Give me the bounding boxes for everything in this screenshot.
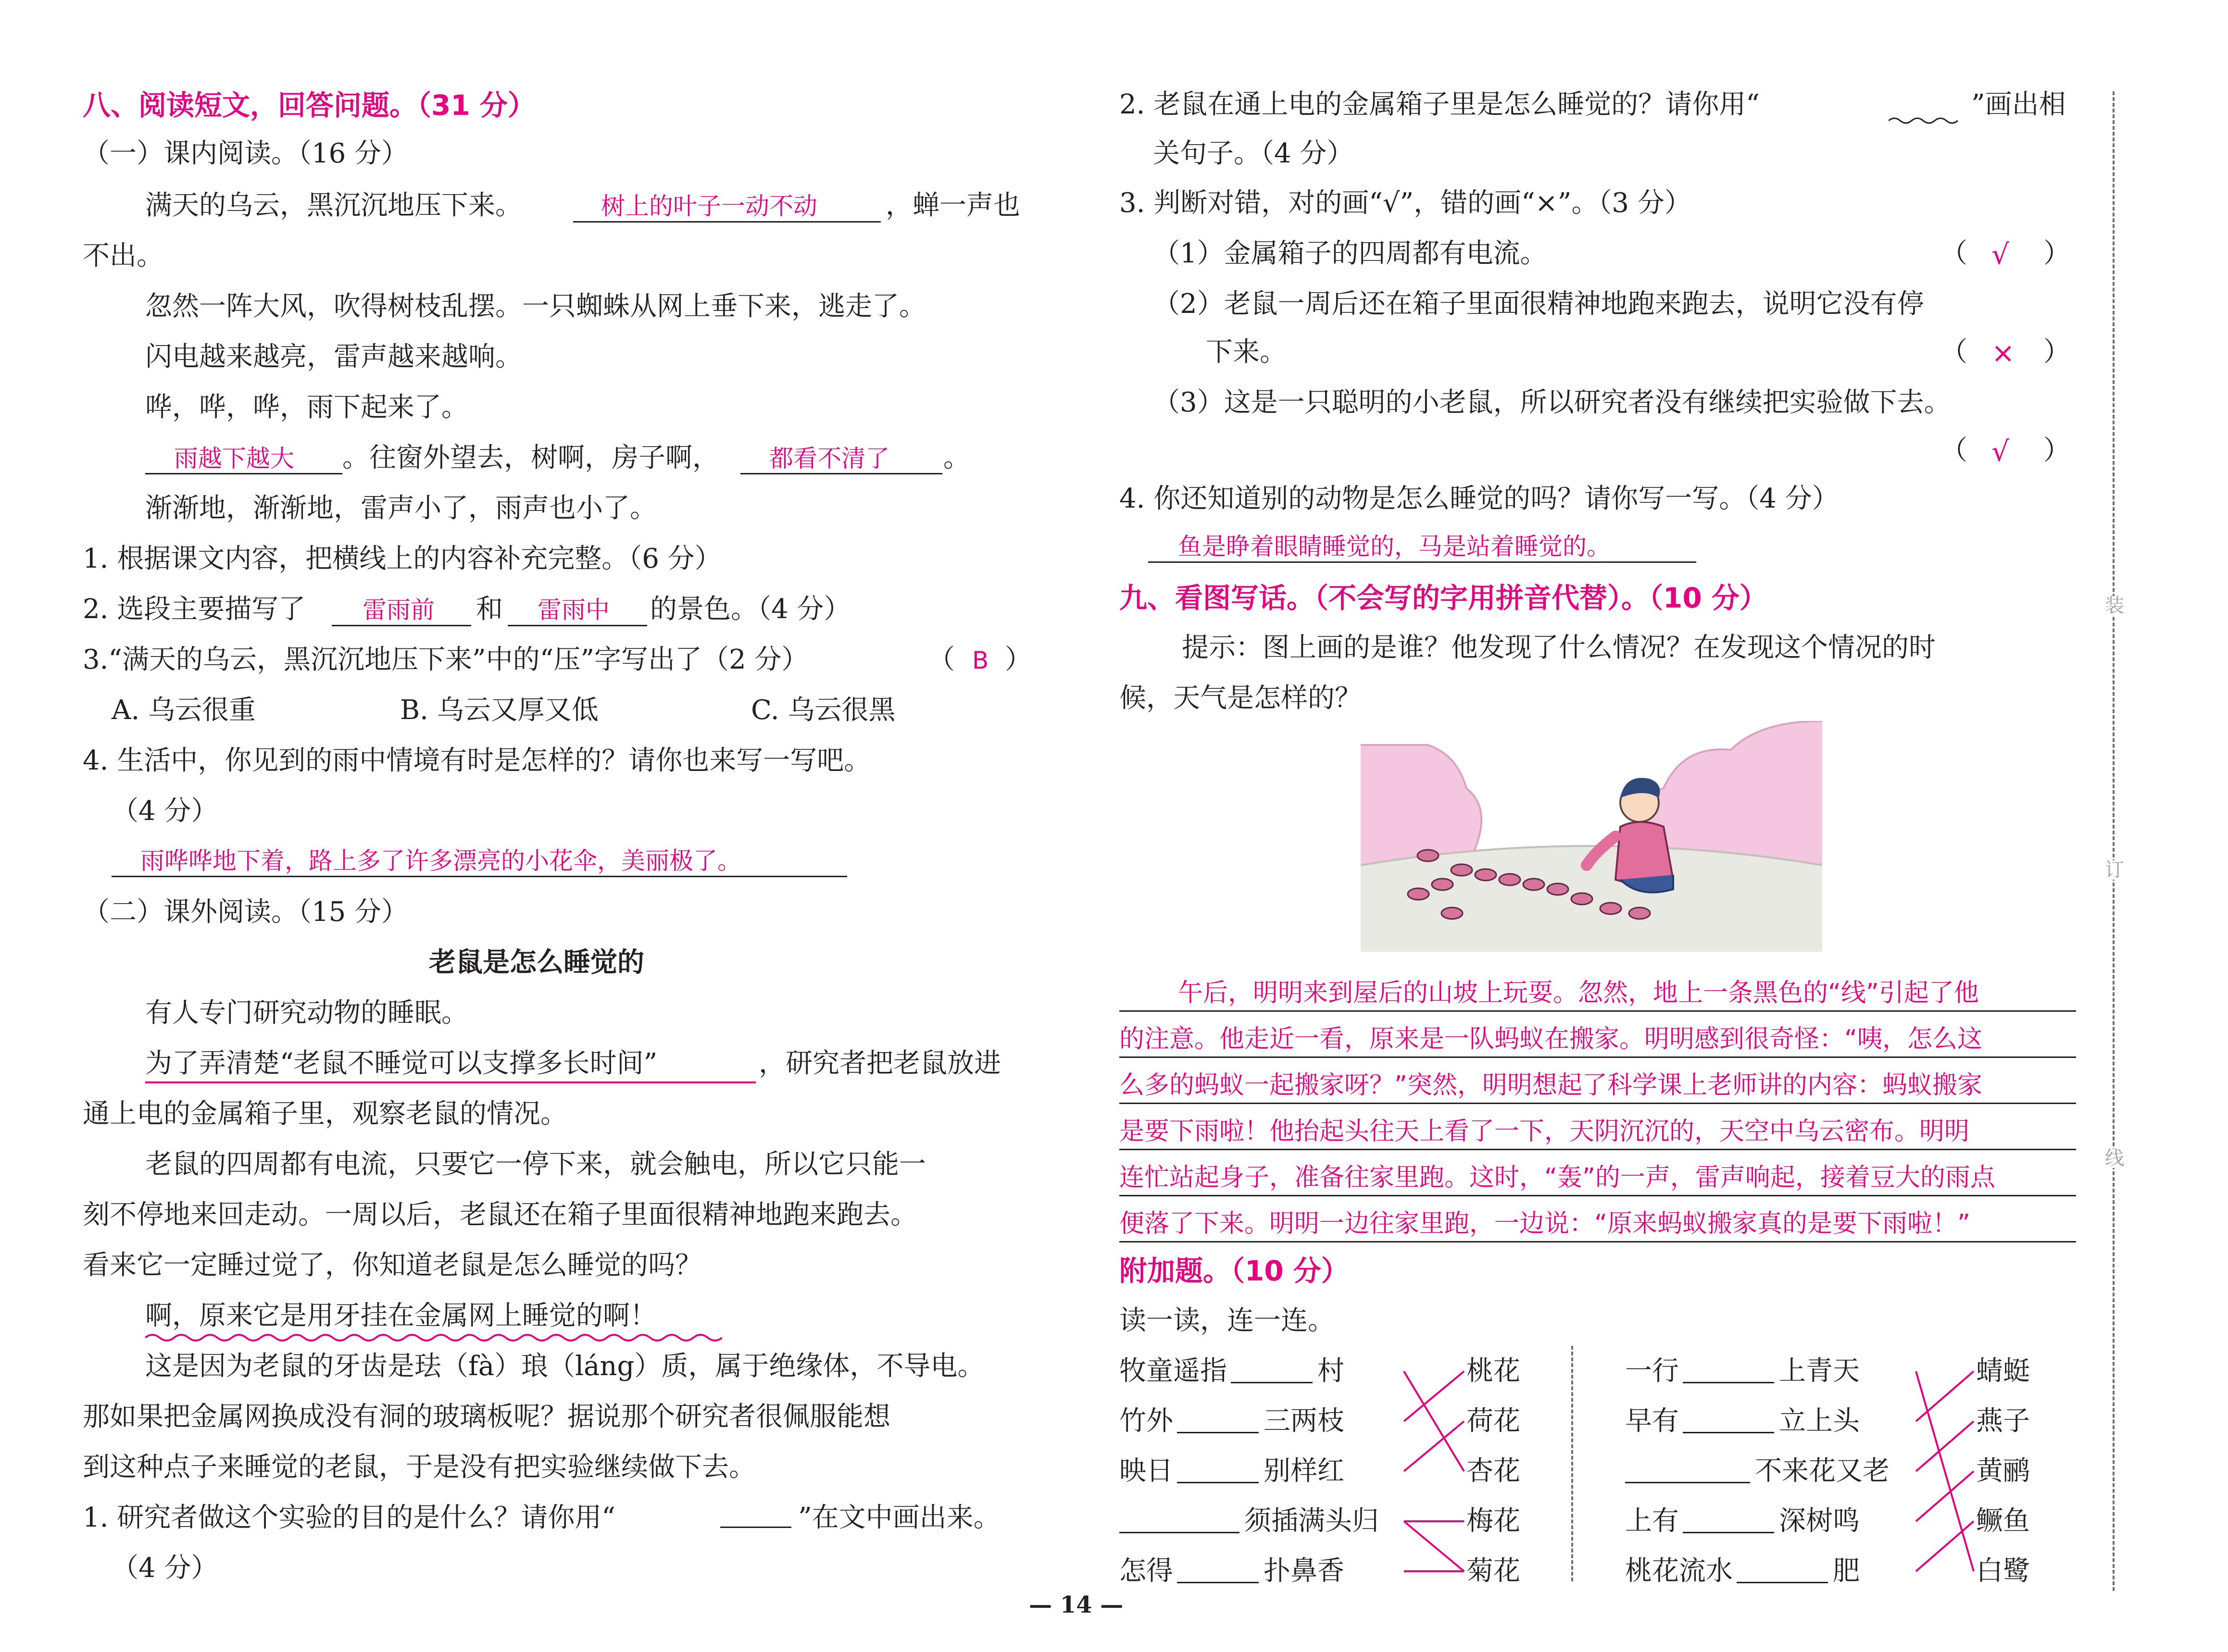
paren-close: ） xyxy=(2043,238,2070,269)
question-1: 1. 根据课文内容，把横线上的内容补充完整。（6 分） xyxy=(83,543,722,574)
story-question-1a: 1. 研究者做这个实验的目的是什么？请你用“ xyxy=(83,1502,615,1533)
paren-open: （ xyxy=(928,644,955,675)
match-left-end: 不来花又老 xyxy=(1755,1455,1890,1487)
match-left-end: 别样红 xyxy=(1264,1455,1344,1487)
match-right-option: 荷花 xyxy=(1466,1405,1520,1437)
question-4: 4. 生活中，你见到的雨中情境有时是怎样的？请你也来写一写吧。 xyxy=(83,745,871,776)
story-line3: 通上电的金属箱子里，观察老鼠的情况。 xyxy=(83,1098,567,1130)
match-left-start: 竹外 xyxy=(1119,1405,1173,1437)
passage1-line5b: 。 xyxy=(943,442,970,473)
match-right-option: 菊花 xyxy=(1466,1555,1520,1587)
story-question-2b: ”画出相 xyxy=(1971,89,2066,120)
hint-line1: 提示：图上画的是谁？他发现了什么情况？在发现这个情况的时 xyxy=(1182,632,1936,663)
match-left-end: 上青天 xyxy=(1779,1355,1860,1387)
story-line7: 啊，原来它是用牙挂在金属网上睡觉的啊！ xyxy=(145,1300,657,1331)
question-3: 3.“满天的乌云，黑沉沉地压下来”中的“压”字写出了（2 分） xyxy=(83,644,809,675)
essay-line: 连忙站起身子，准备往家里跑。这时，“轰”的一声，雷声响起，接着豆大的雨点 xyxy=(1119,1163,1995,1192)
story-line8: 这是因为老鼠的牙齿是珐（fà）琅（láng）质，属于绝缘体，不导电。 xyxy=(145,1351,985,1382)
section-8-title: 八、阅读短文，回答问题。（31 分） xyxy=(83,89,536,122)
match-line xyxy=(1916,1421,1974,1471)
match-line xyxy=(1916,1471,1974,1521)
match-left-end: 深树鸣 xyxy=(1779,1505,1860,1537)
story-question-4: 4. 你还知道别的动物是怎么睡觉的吗？请你写一写。（4 分） xyxy=(1119,483,1839,514)
essay-line: 么多的蚂蚁一起搬家呀？”突然，明明想起了科学课上老师讲的内容：蚂蚁搬家 xyxy=(1119,1071,1982,1100)
answer-blank-2: 雨越下越大 xyxy=(174,445,294,472)
paren-close: ） xyxy=(1005,644,1032,675)
answer-q3: B xyxy=(972,646,989,674)
judgement-3: （3）这是一只聪明的小老鼠，所以研究者没有继续把实验做下去。 xyxy=(1153,387,1951,418)
part2-title: （二）课外阅读。（15 分） xyxy=(83,896,409,928)
match-right-option: 梅花 xyxy=(1466,1505,1520,1537)
story-question-1b: ”在文中画出来。 xyxy=(798,1502,1001,1533)
story-title: 老鼠是怎么睡觉的 xyxy=(429,947,644,978)
passage1-line5a: 。往窗外望去，树啊，房子啊， xyxy=(342,442,719,473)
match-left-end: 须插满头归 xyxy=(1244,1505,1379,1537)
answer-judgement-3: √ xyxy=(1991,435,2009,468)
match-left-end: 村 xyxy=(1317,1355,1344,1387)
binding-mark-3: 线 xyxy=(2105,1147,2124,1169)
judgement-2b: 下来。 xyxy=(1206,336,1287,368)
match-line xyxy=(1404,1371,1464,1421)
option-b: B. 乌云又厚又低 xyxy=(400,695,599,726)
judgement-2a: （2）老鼠一周后还在箱子里面很精神地跑来跑去，说明它没有停 xyxy=(1153,288,1924,320)
paren-close: ） xyxy=(2043,435,2070,466)
group-divider xyxy=(1571,1346,1573,1581)
story-line5: 刻不停地来回走动。一周以后，老鼠还在箱子里面很精神地跑来跑去。 xyxy=(83,1199,917,1230)
paren-open: （ xyxy=(1940,336,1967,368)
answer-sq4: 鱼是睁着眼睛睡觉的，马是站着睡觉的。 xyxy=(1178,533,1611,560)
binding-line xyxy=(2113,91,2115,1591)
hint-line2: 候，天气是怎样的？ xyxy=(1119,683,1362,714)
match-left-start: 一行 xyxy=(1625,1355,1679,1387)
match-right-option: 燕子 xyxy=(1976,1405,2030,1437)
match-left-end: 立上头 xyxy=(1779,1405,1860,1437)
question-4-score: （4 分） xyxy=(112,795,218,827)
match-line xyxy=(1404,1521,1464,1571)
match-left-end: 扑鼻香 xyxy=(1264,1555,1344,1587)
passage1-line2: 忽然一阵大风，吹得树枝乱摆。一只蜘蛛从网上垂下来，逃走了。 xyxy=(145,291,926,322)
match-left-end: 三两枝 xyxy=(1264,1405,1344,1437)
story-question-2a: 2. 老鼠在通上电的金属箱子里是怎么睡觉的？请你用“ xyxy=(1119,89,1760,120)
answer-q2-2: 雷雨中 xyxy=(538,596,610,624)
passage1-line4: 哗，哗，哗，雨下起来了。 xyxy=(145,392,468,423)
bonus-instruction: 读一读，连一连。 xyxy=(1119,1305,1335,1336)
match-line xyxy=(1404,1421,1464,1471)
match-line xyxy=(1916,1371,1974,1571)
story-line9: 那如果把金属网换成没有洞的玻璃板呢？据说那个研究者很佩服能想 xyxy=(83,1401,890,1432)
answer-judgement-2: × xyxy=(1991,336,2015,369)
match-right-option: 黄鹂 xyxy=(1976,1455,2030,1487)
essay-line: 便落了下来。明明一边往家里跑，一边说：“原来蚂蚁搬家真的是要下雨啦！” xyxy=(1119,1209,1970,1238)
match-left-start: 早有 xyxy=(1625,1405,1679,1437)
answer-blank-1: 树上的叶子一动不动 xyxy=(601,192,817,220)
match-right-option: 白鹭 xyxy=(1976,1555,2030,1587)
part1-title: （一）课内阅读。（16 分） xyxy=(83,138,409,169)
match-right-option: 桃花 xyxy=(1466,1355,1520,1387)
match-left-start: 映日 xyxy=(1119,1455,1173,1487)
answer-judgement-1: √ xyxy=(1991,238,2009,271)
match-line xyxy=(1916,1371,1974,1421)
story-line6: 看来它一定睡过觉了，你知道老鼠是怎么睡觉的吗？ xyxy=(83,1250,702,1281)
binding-mark-1: 装 xyxy=(2105,595,2124,617)
question-2c: 的景色。（4 分） xyxy=(650,594,851,625)
match-right-option: 鳜鱼 xyxy=(1976,1505,2030,1537)
story-line2b: ，研究者把老鼠放进 xyxy=(759,1048,1001,1079)
match-left-start: 怎得 xyxy=(1119,1555,1173,1587)
match-left-start: 牧童遥指 xyxy=(1119,1355,1227,1387)
essay-line: 的注意。他走近一看，原来是一队蚂蚁在搬家。明明感到很奇怪：“咦，怎么这 xyxy=(1119,1025,1982,1054)
answer-q2-1: 雷雨前 xyxy=(363,596,435,624)
option-a: A. 乌云很重 xyxy=(112,695,256,726)
match-left-start: 上有 xyxy=(1625,1505,1679,1537)
paren-open: （ xyxy=(1940,238,1967,269)
paren-open: （ xyxy=(1940,435,1967,466)
essay-line: 午后，明明来到屋后的山坡上玩耍。忽然，地上一条黑色的“线”引起了他 xyxy=(1178,979,1979,1007)
passage1-line6: 渐渐地，渐渐地，雷声小了，雨声也小了。 xyxy=(145,493,657,524)
story-line1: 有人专门研究动物的睡眠。 xyxy=(145,997,468,1029)
judgement-1: （1）金属箱子的四周都有电流。 xyxy=(1153,238,1547,269)
binding-mark-2: 订 xyxy=(2105,859,2124,881)
passage1-line1b: ，蝉一声也 xyxy=(886,190,1020,221)
question-2a: 2. 选段主要描写了 xyxy=(83,594,306,625)
match-right-option: 蜻蜓 xyxy=(1976,1355,2030,1387)
option-c: C. 乌云很黑 xyxy=(751,695,896,726)
essay-line: 是要下雨啦！他抬起头往天上看了一下，天阴沉沉的，天空中乌云密布。明明 xyxy=(1119,1117,1970,1146)
bonus-title: 附加题。（10 分） xyxy=(1119,1255,1349,1287)
answer-blank-3: 都看不清了 xyxy=(769,445,889,472)
match-line xyxy=(1404,1371,1464,1471)
story-question-1-score: （4 分） xyxy=(112,1553,218,1584)
section-9-title: 九、看图写话。（不会写的字用拼音代替）。（10 分） xyxy=(1119,582,1767,614)
question-2b: 和 xyxy=(476,594,503,625)
story-question-3: 3. 判断对错，对的画“√”，错的画“×”。（3 分） xyxy=(1119,187,1691,219)
match-left-end: 肥 xyxy=(1833,1555,1860,1587)
story-line4: 老鼠的四周都有电流，只要它一停下来，就会触电，所以它只能一 xyxy=(145,1149,926,1180)
story-line2a: 为了弄清楚“老鼠不睡觉可以支撑多长时间” xyxy=(145,1048,658,1079)
paren-close: ） xyxy=(2043,336,2070,368)
match-line xyxy=(1916,1521,1974,1571)
passage1-line1a: 满天的乌云，黑沉沉地压下来。 xyxy=(145,190,522,221)
passage1-line1c: 不出。 xyxy=(83,240,163,272)
passage1-line3: 闪电越来越亮，雷声越来越响。 xyxy=(145,341,522,373)
story-question-2c: 关句子。（4 分） xyxy=(1153,138,1354,169)
match-right-option: 杏花 xyxy=(1466,1455,1520,1487)
match-left-start: 桃花流水 xyxy=(1625,1555,1733,1587)
story-line10: 到这种点子来睡觉的老鼠，于是没有把实验继续做下去。 xyxy=(83,1452,756,1483)
answer-q4: 雨哗哗地下着，路上多了许多漂亮的小花伞，美丽极了。 xyxy=(140,847,741,875)
page-number: — 14 — xyxy=(1029,1591,1124,1618)
